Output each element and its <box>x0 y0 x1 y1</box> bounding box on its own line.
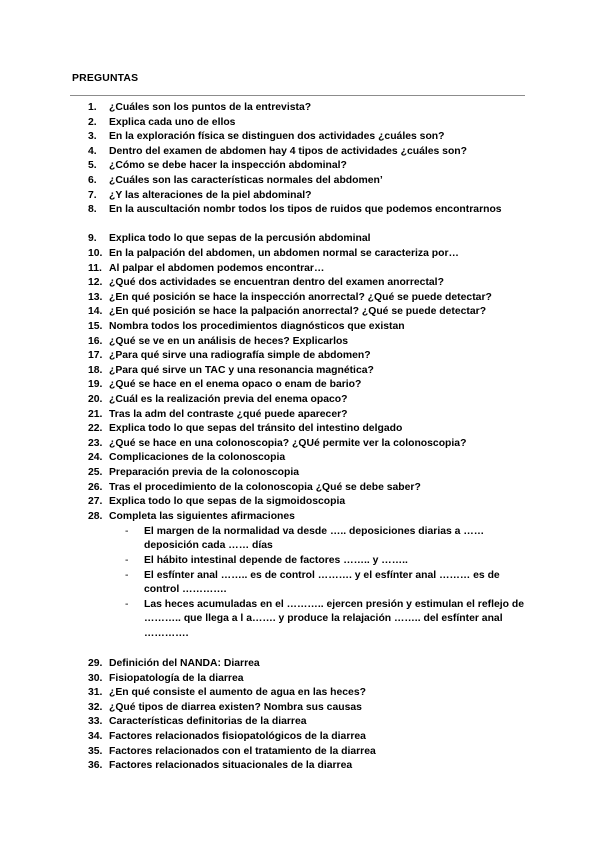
statement-text: El margen de la normalidad va desde ….. deposiciones diarias a …… deposición cada …… días <box>144 525 485 552</box>
question-text: ¿Cuál es la realización previa del enema opaco? <box>109 394 348 405</box>
question-number: 14. <box>88 306 103 318</box>
question-number: 32. <box>88 701 103 713</box>
question-text: Complicaciones de la colonoscopia <box>109 452 286 464</box>
question-number: 33. <box>88 716 103 728</box>
question-number: 12. <box>88 277 103 289</box>
question-number: 31. <box>88 687 103 699</box>
question-number: 21. <box>88 408 103 420</box>
question-text: ¿Qué tipos de diarrea existen? Nombra sus causas <box>109 701 362 713</box>
question-text: En la palpación del abdomen, un abdomen normal se caracteriza por… <box>109 248 459 259</box>
question-text: Explica todo lo que sepas de la percusión abdominal <box>109 233 371 245</box>
question-text: ¿Qué se ve en un análisis de heces? Explicarlos <box>109 335 349 347</box>
question-text: ¿En qué consiste el aumento de agua en las heces? <box>109 687 366 699</box>
question-item <box>88 378 528 393</box>
statement-text: El esfínter anal …….. es de control ………. y el esfínter anal ……… es de control …………. <box>144 569 500 596</box>
question-item <box>88 291 528 306</box>
question-number: 29. <box>88 658 103 669</box>
question-text: En la exploración física se distinguen dos actividades ¿cuáles son? <box>109 131 445 143</box>
question-text: Explica cada uno de ellos <box>109 116 236 128</box>
statement-text: El hábito intestinal depende de factores …….. y …….. <box>144 555 408 567</box>
question-text: Dentro del examen de abdomen hay 4 tipos de actividades ¿cuáles son? <box>109 145 468 157</box>
question-number: 15. <box>88 321 103 332</box>
question-item <box>88 715 528 730</box>
question-item <box>88 701 528 716</box>
question-text: Explica todo lo que sepas del tránsito del intestino delgado <box>109 423 403 435</box>
question-item <box>88 101 528 116</box>
question-item <box>88 422 528 437</box>
question-item <box>88 466 528 481</box>
statement-item <box>125 598 525 642</box>
question-number: 24. <box>88 452 103 464</box>
question-item <box>88 335 528 350</box>
question-text: ¿Qué se hace en una colonoscopia? ¿QUé permite ver la colonoscopia? <box>109 437 467 449</box>
question-item <box>88 262 528 277</box>
question-number: 11. <box>88 262 102 274</box>
page-heading: PREGUNTAS <box>72 73 139 84</box>
question-text: ¿Para qué sirve un TAC y una resonancia magnética? <box>109 364 374 376</box>
question-number: 3. <box>88 131 97 143</box>
question-text: ¿Cómo se debe hacer la inspección abdominal? <box>109 160 347 172</box>
question-item <box>88 276 528 291</box>
question-item <box>88 393 528 408</box>
question-item <box>88 305 528 320</box>
question-number: 34. <box>88 731 103 742</box>
question-text: Explica todo lo que sepas de la sigmoidoscopia <box>109 496 346 508</box>
question-text: Factores relacionados situacionales de la diarrea <box>109 760 353 772</box>
question-text: Al palpar el abdomen podemos encontrar… <box>109 262 325 274</box>
question-text: Preparación previa de la colonoscopia <box>109 467 299 478</box>
question-number: 25. <box>88 467 103 478</box>
question-item <box>88 189 528 204</box>
question-item <box>88 116 528 131</box>
question-number: 19. <box>88 379 103 391</box>
question-text: Tras el procedimiento de la colonoscopia ¿Qué se debe saber? <box>109 481 421 493</box>
question-item <box>88 495 528 510</box>
question-text: ¿Qué se hace en el enema opaco o enam de bario? <box>109 379 362 391</box>
question-text: ¿Para qué sirve una radiografía simple de abdomen? <box>109 350 371 362</box>
question-item <box>88 320 528 335</box>
question-number: 22. <box>88 423 103 435</box>
question-item <box>88 408 528 423</box>
question-item <box>88 247 528 262</box>
question-text: ¿Cuáles son los puntos de la entrevista? <box>109 102 312 113</box>
question-text: Factores relacionados con el tratamiento de la diarrea <box>109 745 376 757</box>
question-text: En la auscultación nombr todos los tipos de ruidos que podemos encontrarnos <box>109 204 502 216</box>
question-number: 18. <box>88 364 103 376</box>
question-number: 27. <box>88 496 103 508</box>
question-item <box>88 203 528 218</box>
bullet-dash: - <box>125 569 129 581</box>
question-text: Nombra todos los procedimientos diagnósticos que existan <box>109 321 405 332</box>
question-number: 28. <box>88 510 103 522</box>
question-item <box>88 364 528 379</box>
question-text: Características definitorias de la diarrea <box>109 716 307 728</box>
question-number: 1. <box>88 102 97 113</box>
statement-text: Las heces acumuladas en el ……….. ejercen presión y estimulan el reflejo de ……….. que llega a l a……. y produce la relajación …….. del esfínter anal …………. <box>144 598 524 640</box>
question-number: 4. <box>88 145 97 157</box>
question-number: 36. <box>88 760 103 772</box>
question-number: 8. <box>88 204 97 216</box>
question-number: 10. <box>88 248 103 259</box>
question-number: 23. <box>88 437 103 449</box>
question-text: Definición del NANDA: Diarrea <box>109 658 260 669</box>
question-item <box>88 745 528 760</box>
question-number: 13. <box>88 291 103 303</box>
question-text: Tras la adm del contraste ¿qué puede aparecer? <box>109 408 348 420</box>
question-item <box>88 145 528 160</box>
statement-item <box>125 554 525 569</box>
question-item <box>88 657 528 672</box>
question-item <box>88 349 528 364</box>
question-text: ¿Qué dos actividades se encuentran dentro del examen anorrectal? <box>109 277 444 289</box>
bullet-dash: - <box>125 598 129 610</box>
question-number: 6. <box>88 175 97 186</box>
question-item <box>88 130 528 145</box>
question-item <box>88 159 528 174</box>
bullet-dash: - <box>125 555 129 567</box>
question-text: ¿En qué posición se hace la inspección anorrectal? ¿Qué se puede detectar? <box>109 291 492 303</box>
question-item <box>88 759 528 774</box>
question-item <box>88 672 528 687</box>
question-number: 2. <box>88 116 97 128</box>
bullet-dash: - <box>125 525 129 537</box>
question-item <box>88 437 528 452</box>
question-item <box>88 174 528 189</box>
question-number: 5. <box>88 160 97 172</box>
question-number: 9. <box>88 233 97 245</box>
question-item <box>88 481 528 496</box>
question-number: 35. <box>88 745 103 757</box>
question-item <box>88 451 528 466</box>
question-item <box>88 232 528 247</box>
question-item <box>88 510 528 525</box>
question-number: 26. <box>88 481 103 493</box>
question-number: 7. <box>88 189 97 201</box>
question-text: ¿Cuáles son las características normales del abdomen’ <box>109 175 383 186</box>
question-text: Factores relacionados fisiopatológicos de la diarrea <box>109 731 366 742</box>
question-item <box>88 730 528 745</box>
question-number: 17. <box>88 350 103 362</box>
question-text: ¿Y las alteraciones de la piel abdominal? <box>109 189 312 201</box>
question-item <box>88 686 528 701</box>
statement-item <box>125 525 525 554</box>
question-text: Fisiopatología de la diarrea <box>109 672 244 684</box>
statement-item <box>125 569 525 598</box>
question-number: 20. <box>88 394 103 405</box>
question-text: ¿En qué posición se hace la palpación anorrectal? ¿Qué se puede detectar? <box>109 306 487 318</box>
question-number: 30. <box>88 672 103 684</box>
question-text: Completa las siguientes afirmaciones <box>109 510 295 522</box>
heading-divider <box>70 95 525 96</box>
question-number: 16. <box>88 335 103 347</box>
